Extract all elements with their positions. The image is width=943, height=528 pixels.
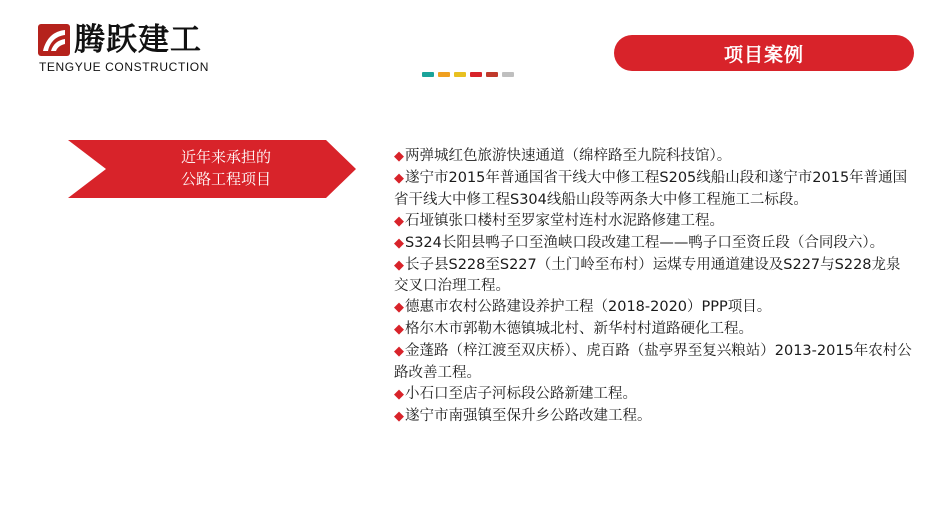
diamond-bullet-icon: ◆ <box>394 386 404 402</box>
color-dot <box>486 72 498 77</box>
project-text: 两弹城红色旅游快速通道（绵梓路至九院科技馆）。 <box>405 148 732 164</box>
project-item <box>394 297 914 319</box>
logo-mark-icon <box>38 24 70 56</box>
color-dot <box>438 72 450 77</box>
project-item <box>394 211 914 233</box>
color-dot <box>502 72 514 77</box>
diamond-bullet-icon: ◆ <box>394 213 404 229</box>
diamond-bullet-icon: ◆ <box>394 300 404 316</box>
diamond-bullet-icon: ◆ <box>394 344 404 360</box>
project-text: 格尔木市郭勒木德镇城北村、新华村村道路硬化工程。 <box>405 321 753 338</box>
diamond-bullet-icon: ◆ <box>394 149 404 164</box>
logo-name-en: TENGYUE CONSTRUCTION <box>39 60 210 74</box>
category-line-2: 公路工程项目 <box>180 170 271 188</box>
project-item <box>394 406 914 428</box>
diamond-bullet-icon: ◆ <box>394 322 404 338</box>
project-text: S324长阳县鸭子口至渔峡口段改建工程——鸭子口至资丘段（合同段六）。 <box>405 234 885 251</box>
category-line-1: 近年来承担的 <box>180 148 271 166</box>
logo-name-cn: 腾跃建工 <box>74 22 202 58</box>
project-item <box>394 319 914 341</box>
project-item <box>394 341 914 384</box>
section-title: 项目案例 <box>723 43 804 66</box>
project-text: 遂宁市2015年普通国省干线大中修工程S205线船山段和遂宁市2015年普通国省干线大中修工程S304线船山段等两条大中修工程施工二标段。 <box>394 169 908 208</box>
diamond-bullet-icon: ◆ <box>394 257 404 273</box>
project-text: 德惠市农村公路建设养护工程（2018-2020）PPP项目。 <box>405 299 772 316</box>
diamond-bullet-icon: ◆ <box>394 408 404 424</box>
category-text <box>126 146 326 190</box>
color-dot <box>470 72 482 77</box>
color-dot <box>454 72 466 77</box>
project-item <box>394 146 914 168</box>
company-logo <box>38 22 218 74</box>
section-title-banner <box>614 35 914 71</box>
diamond-bullet-icon: ◆ <box>394 235 404 251</box>
project-item <box>394 168 914 211</box>
project-item <box>394 255 914 298</box>
project-text: 遂宁市南强镇至保升乡公路改建工程。 <box>405 407 652 424</box>
category-arrow-label <box>68 140 356 198</box>
project-text: 金蓬路（梓江渡至双庆桥）、虎百路（盐亭界至复兴粮站）2013-2015年农村公路改善工程。 <box>394 343 912 382</box>
diamond-bullet-icon: ◆ <box>394 170 404 186</box>
color-dot <box>422 72 434 77</box>
project-text: 小石口至店子河标段公路新建工程。 <box>405 385 637 402</box>
project-text: 长子县S228至S227（土门岭至布村）运煤专用通道建设及S227与S228龙泉交叉口治理工程。 <box>394 256 901 295</box>
project-item <box>394 233 914 255</box>
project-text: 石垭镇张口楼村至罗家堂村连村水泥路修建工程。 <box>405 212 724 229</box>
project-item <box>394 384 914 406</box>
project-list <box>394 146 914 428</box>
color-dots <box>422 72 514 77</box>
